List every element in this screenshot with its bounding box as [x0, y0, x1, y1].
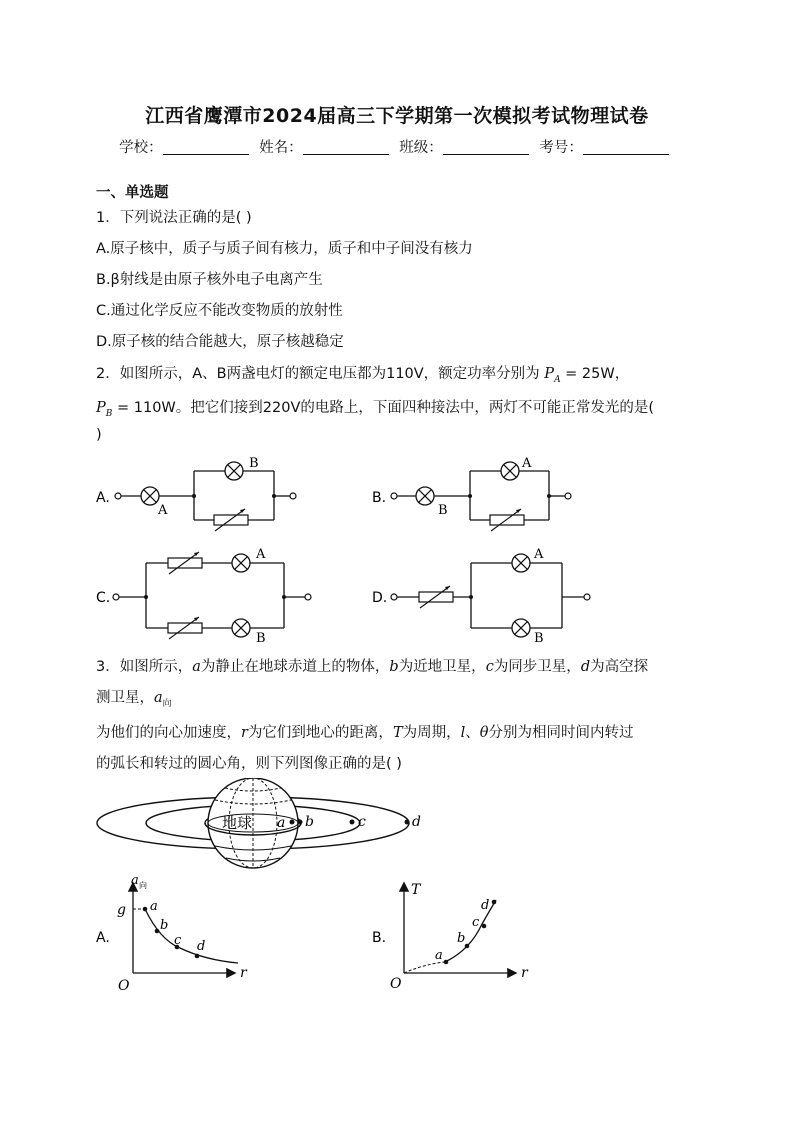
var-theta: θ: [479, 725, 489, 741]
lamp-label: A: [522, 456, 532, 471]
point-a: [143, 907, 148, 912]
lamp-b-icon: [416, 487, 434, 505]
school-blank[interactable]: [163, 139, 249, 155]
q2-line2: [96, 396, 654, 419]
terminal: [391, 493, 397, 499]
name-blank[interactable]: [303, 139, 389, 155]
lamp-a-icon: [141, 487, 159, 505]
lamp-b-icon: [512, 619, 530, 637]
pb-value: = 110W: [112, 400, 176, 416]
x-label: r: [521, 965, 528, 981]
q3-line3: [96, 721, 633, 742]
lamp-b-icon: [232, 619, 250, 637]
pb-symbol: P: [96, 400, 106, 416]
x-label: r: [240, 965, 247, 981]
var-acceleration: a: [154, 690, 163, 706]
pa-subscript: A: [554, 374, 561, 385]
point-label: c: [174, 933, 182, 948]
student-info-fields: [0, 136, 794, 157]
var-d: d: [580, 659, 591, 675]
var-l: l: [460, 725, 466, 741]
point-b: [155, 929, 160, 934]
y-label-subscript: 向: [139, 881, 147, 890]
point-d: [195, 954, 200, 959]
point-label: a: [435, 948, 443, 963]
earth-label: 地球: [222, 814, 253, 832]
var-a: a: [192, 659, 201, 675]
q3-line1: [96, 655, 648, 676]
lamp-b-icon: [225, 462, 243, 480]
point-a: [290, 820, 295, 825]
origin-label: O: [118, 978, 130, 994]
point-d: [405, 820, 410, 825]
graph-a: [96, 873, 248, 994]
q3-text: 测卫星，: [96, 690, 154, 706]
q3-line4: 的弧长和转过的圆心角，则下列图像正确的是( ): [96, 756, 402, 772]
q3-text: 为高空探: [590, 659, 649, 675]
junction: [282, 595, 286, 599]
terminal: [565, 493, 571, 499]
q1-stem: 1．下列说法正确的是( ): [96, 210, 252, 226]
circuit-b-label: B.: [372, 490, 387, 506]
point-label: a: [150, 899, 158, 914]
q2-stem-text: 2．如图所示，A、B两盏电灯的额定电压都为110V，额定功率分别为: [96, 366, 540, 382]
acceleration-subscript: 向: [162, 698, 172, 709]
rheostat-icon: [168, 552, 202, 574]
rheostat-icon: [214, 509, 248, 531]
number-blank[interactable]: [583, 139, 669, 155]
q1-option-c: C.通过化学反应不能改变物质的放射性: [96, 303, 343, 319]
circuit-d-label: D.: [372, 590, 388, 606]
q3-text: 为它们到地心的距离，: [247, 725, 393, 741]
q3-text: 为他们的向心加速度，: [96, 725, 241, 741]
var-c: c: [485, 659, 494, 675]
point-b-label: b: [305, 814, 314, 830]
class-blank[interactable]: [443, 139, 529, 155]
point-label: b: [457, 931, 466, 946]
lamp-label: B: [438, 503, 448, 518]
q1-option-b: B.β射线是由原子核外电子电离产生: [96, 272, 323, 288]
rheostat-icon: [490, 509, 524, 531]
q2-stem-rest: 。把它们接到220V的电路上，下面四种接法中，两灯不可能正常发光的是(: [175, 400, 655, 416]
circuit-a-label: A.: [96, 490, 110, 506]
lamp-label: A: [256, 547, 266, 562]
lamp-label: A: [158, 503, 168, 518]
point-label: d: [197, 939, 206, 954]
point-label: b: [160, 918, 169, 933]
junction: [192, 494, 196, 498]
junction: [144, 595, 148, 599]
lamp-label: B: [249, 456, 259, 471]
point-c: [482, 924, 487, 929]
terminal: [115, 493, 121, 499]
point-c-label: c: [358, 814, 366, 830]
q3-text: 为静止在地球赤道上的物体，: [200, 659, 390, 675]
graph-b-option: B.: [372, 930, 387, 946]
junction: [547, 494, 551, 498]
point-b: [298, 820, 303, 825]
junction: [469, 595, 473, 599]
point-c: [350, 820, 355, 825]
class-label: 班级：: [399, 140, 443, 156]
junction: [272, 494, 276, 498]
terminal: [584, 594, 590, 600]
rheostat-icon: [419, 586, 453, 608]
point-d-label: d: [412, 814, 421, 830]
q2-line1: [96, 362, 629, 385]
exam-title: 江西省鹰潭市2024届高三下学期第一次模拟考试物理试卷: [145, 105, 649, 127]
q1-option-d: D.原子核的结合能越大，原子核越稳定: [96, 334, 344, 350]
var-b: b: [389, 659, 399, 675]
lamp-a-icon: [501, 462, 519, 480]
var-r: r: [241, 725, 248, 741]
g-label: g: [117, 902, 126, 918]
rheostat-icon: [168, 617, 202, 639]
point-label: d: [481, 898, 490, 913]
terminal: [290, 493, 296, 499]
q3-line2: [96, 686, 172, 709]
point-b: [465, 944, 470, 949]
y-label: a: [131, 873, 139, 888]
lamp-label: B: [256, 631, 266, 646]
y-label: T: [411, 882, 421, 898]
graph-b: [372, 882, 529, 992]
q3-text: 为近地卫星，: [398, 659, 486, 675]
q3-text: 3．如图所示，: [96, 659, 193, 675]
lamp-label: B: [534, 631, 544, 646]
pb-subscript: B: [105, 408, 113, 419]
graph-a-option: A.: [96, 930, 110, 946]
circuit-diagrams: [0, 450, 794, 670]
pa-symbol: P: [544, 366, 555, 382]
q3-text: 、: [465, 725, 480, 741]
school-label: 学校：: [119, 140, 163, 156]
section-heading: 一、单选题: [96, 185, 169, 201]
origin-label: O: [390, 976, 402, 992]
name-label: 姓名：: [259, 140, 303, 156]
q3-text: 分别为相同时间内转过: [488, 725, 634, 741]
point-a-label: a: [277, 815, 286, 831]
point-label: c: [472, 915, 480, 930]
q1-option-a: A.原子核中，质子与质子间有核力，质子和中子间没有核力: [96, 241, 473, 257]
terminal: [113, 594, 119, 600]
q3-graphs: [0, 870, 794, 1000]
lamp-label: A: [534, 547, 544, 562]
number-label: 考号：: [539, 140, 583, 156]
point-a: [444, 960, 449, 965]
orbit-diagram: [0, 778, 794, 878]
lamp-a-icon: [232, 554, 250, 572]
circuit-c-label: C.: [96, 590, 111, 606]
q2-line3: ): [96, 427, 102, 443]
var-T: T: [392, 725, 403, 741]
curve: [145, 909, 238, 963]
dashed-curve: [404, 962, 445, 973]
q3-text: 为周期，: [402, 725, 461, 741]
pa-value: = 25W，: [560, 366, 630, 382]
lamp-a-icon: [512, 554, 530, 572]
q3-text: 为同步卫星，: [493, 659, 581, 675]
terminal: [391, 594, 397, 600]
junction: [468, 494, 472, 498]
point-d: [492, 900, 497, 905]
terminal: [305, 594, 311, 600]
